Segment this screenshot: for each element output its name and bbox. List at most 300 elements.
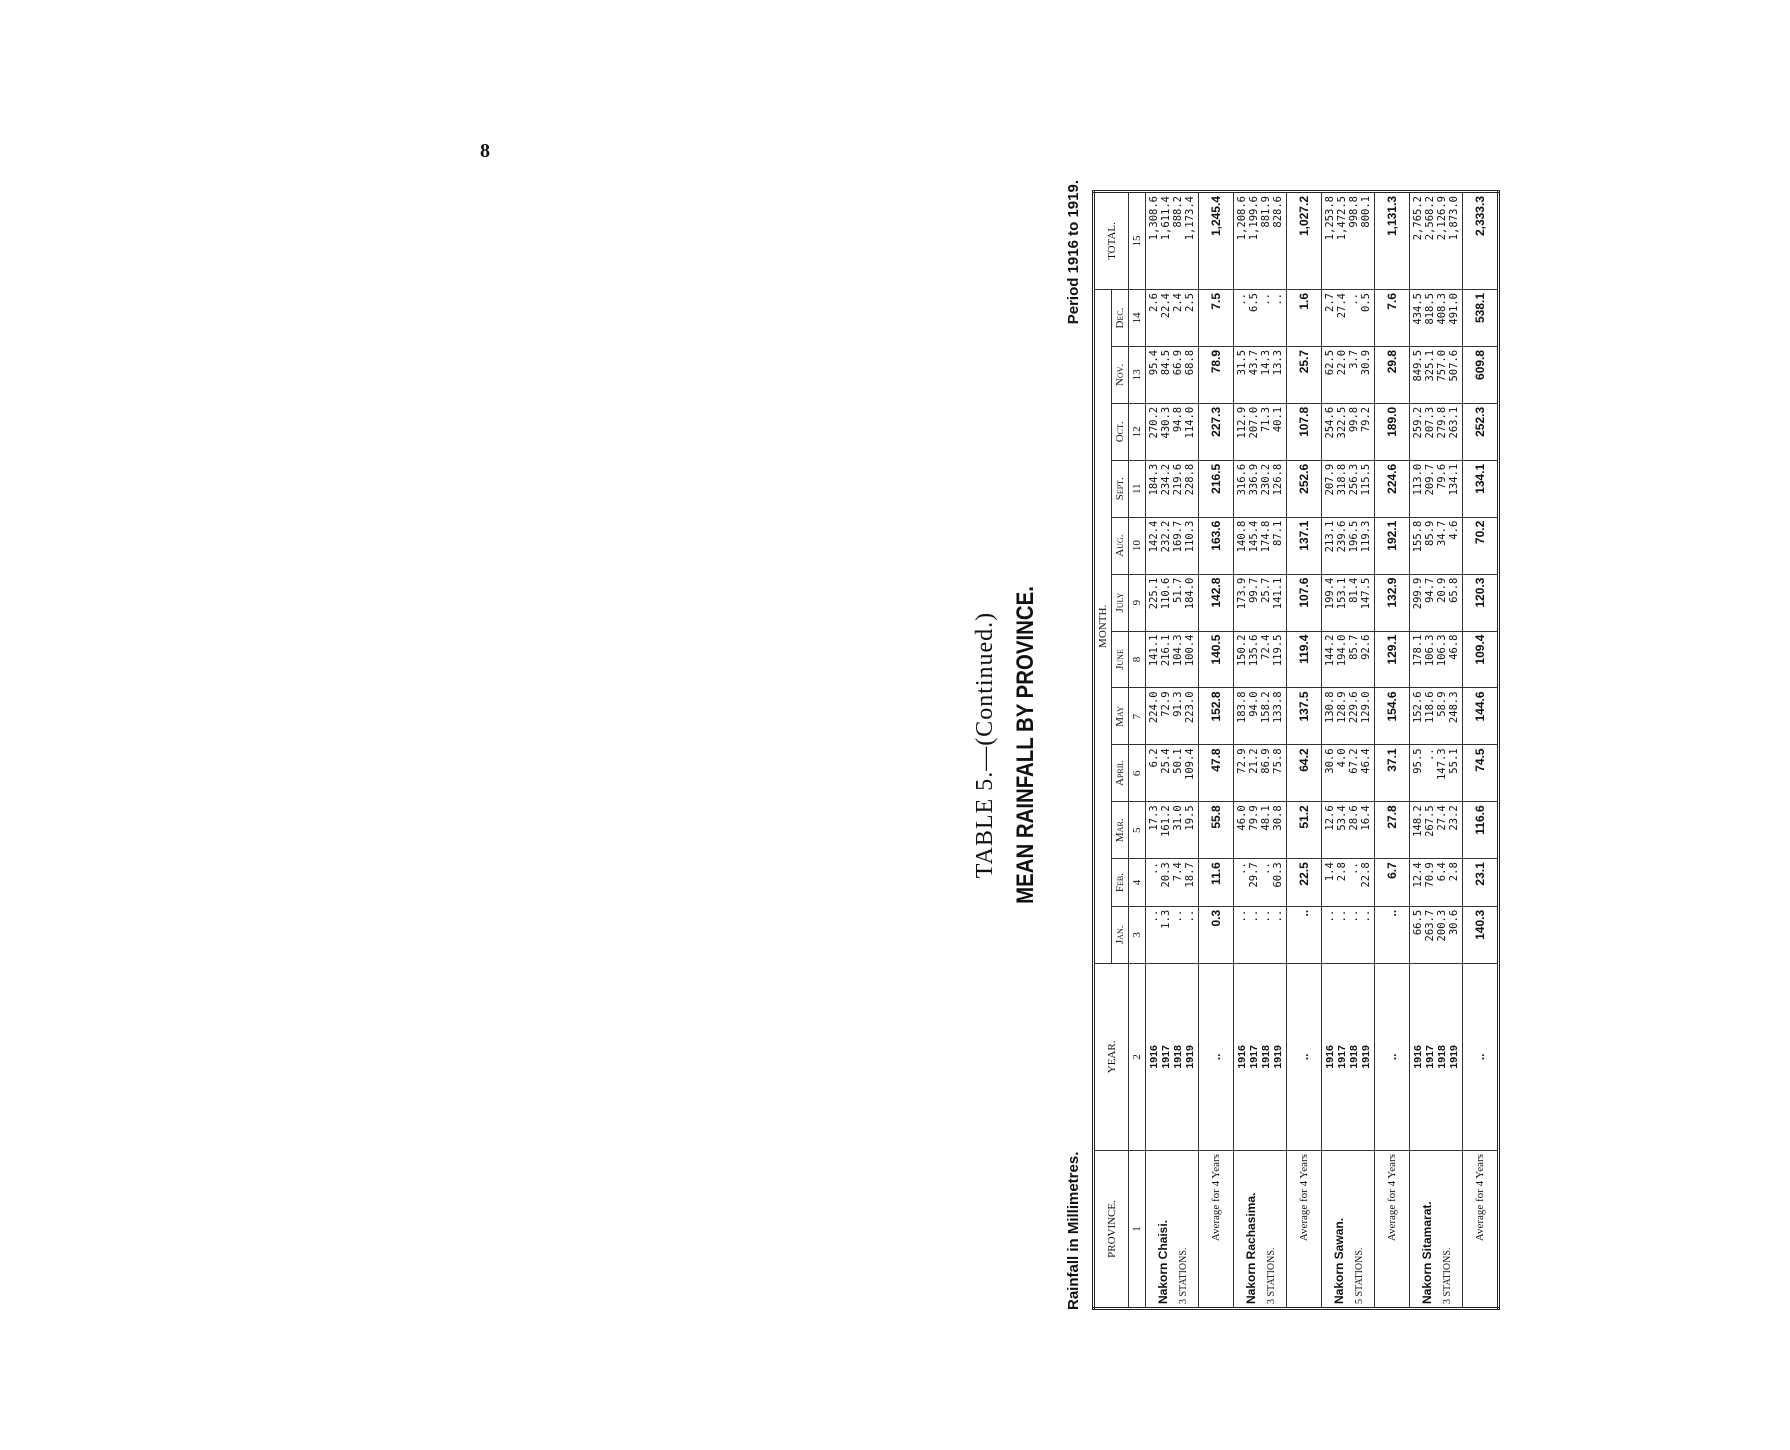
month-values — [1234, 688, 1287, 745]
average-value: 163.6 — [1199, 517, 1234, 574]
rainfall-value: .. — [1148, 909, 1160, 923]
rainfall-value: 263.1 — [1448, 406, 1460, 439]
month-values — [1146, 346, 1199, 403]
average-value: 25.7 — [1287, 346, 1322, 403]
rainfall-value: 99.7 — [1248, 577, 1260, 603]
rainfall-value: 248.3 — [1448, 691, 1460, 724]
rainfall-value: 196.5 — [1348, 520, 1360, 553]
rainfall-value: 150.2 — [1236, 634, 1248, 667]
station-count: 3 STATIONS. — [1177, 1247, 1189, 1304]
rainfall-value: 147.5 — [1360, 577, 1372, 610]
rainfall-value: 79.2 — [1360, 406, 1372, 433]
rainfall-value: .. — [1236, 909, 1248, 923]
month-dec-header: Dec. — [1112, 290, 1129, 347]
average-value: 23.1 — [1463, 859, 1499, 907]
rainfall-value: 91.3 — [1172, 691, 1184, 717]
month-aug-header: Aug. — [1112, 517, 1129, 574]
average-value: 224.6 — [1375, 460, 1410, 517]
rainfall-value: .. — [1336, 909, 1348, 923]
station-count: 3 STATIONS. — [1265, 1247, 1277, 1304]
rainfall-value: 322.5 — [1336, 406, 1348, 439]
average-value: 609.8 — [1463, 346, 1499, 403]
average-value: 538.1 — [1463, 290, 1499, 347]
average-value: 132.9 — [1375, 574, 1410, 631]
average-value: 2,333.3 — [1463, 192, 1499, 290]
month-values — [1234, 517, 1287, 574]
average-value: 134.1 — [1463, 460, 1499, 517]
average-value: 6.7 — [1375, 859, 1410, 907]
rainfall-value: 27.4 — [1436, 805, 1448, 831]
rainfall-value: 30.8 — [1272, 805, 1284, 831]
rainfall-value: 62.5 — [1324, 349, 1336, 376]
total-value: 828.6 — [1272, 196, 1284, 228]
rainfall-value: 12.6 — [1324, 805, 1336, 831]
rainfall-value: 232.2 — [1160, 520, 1172, 553]
month-values — [1322, 574, 1375, 631]
rainfall-value: 259.2 — [1412, 406, 1424, 439]
rainfall-value: 2.6 — [1148, 293, 1160, 312]
rainfall-value: 223.0 — [1184, 691, 1196, 724]
rainfall-value: 79.6 — [1436, 463, 1448, 490]
column-number: 13 — [1129, 346, 1146, 403]
rainfall-value: 94.0 — [1248, 691, 1260, 717]
rainfall-value: 4.0 — [1336, 748, 1348, 768]
column-number: 12 — [1129, 403, 1146, 460]
period-note: Period 1916 to 1919. — [1065, 180, 1082, 325]
average-value: 120.3 — [1463, 574, 1499, 631]
rainfall-value: 85.9 — [1424, 520, 1436, 546]
rainfall-value: 256.3 — [1348, 463, 1360, 496]
average-value: 116.6 — [1463, 802, 1499, 859]
rainfall-value: 30.9 — [1360, 349, 1372, 376]
rainfall-value: 95.5 — [1412, 748, 1424, 774]
rainfall-value: 199.4 — [1324, 577, 1336, 610]
province-cell — [1146, 1151, 1199, 1309]
month-may-header: May — [1112, 688, 1129, 745]
column-number: 10 — [1129, 517, 1146, 574]
table-subtitle: MEAN RAINFALL BY PROVINCE. — [1012, 586, 1039, 904]
rainfall-value: 31.5 — [1236, 349, 1248, 376]
average-value: 154.6 — [1375, 688, 1410, 745]
rainfall-value: 225.1 — [1148, 577, 1160, 610]
rainfall-value: 228.8 — [1184, 463, 1196, 496]
rainfall-value: 224.0 — [1148, 691, 1160, 724]
year-list — [1146, 963, 1199, 1150]
average-value: 7.6 — [1375, 290, 1410, 347]
rainfall-value: 140.8 — [1236, 520, 1248, 553]
rainfall-value: 94.7 — [1424, 577, 1436, 603]
province-name: Nakorn Rachasima. — [1243, 1192, 1258, 1304]
year-value: 1919 — [1360, 1045, 1372, 1069]
average-value: 11.6 — [1199, 859, 1234, 907]
rainfall-value: 1.3 — [1160, 909, 1172, 929]
average-dots: .. — [1199, 963, 1234, 1150]
average-value: 107.6 — [1287, 574, 1322, 631]
rainfall-value: 129.0 — [1360, 691, 1372, 724]
month-values — [1410, 745, 1463, 802]
rainfall-value: .. — [1184, 909, 1196, 923]
total-value: 1,253.8 — [1324, 196, 1336, 241]
rainfall-value: 28.6 — [1348, 805, 1360, 831]
rainfall-value: .. — [1348, 293, 1360, 306]
rainfall-value: 60.3 — [1272, 862, 1284, 888]
rainfall-value: 53.4 — [1336, 805, 1348, 831]
rainfall-value: 17.3 — [1148, 805, 1160, 831]
rainfall-value: 216.1 — [1160, 634, 1172, 667]
month-values — [1234, 802, 1287, 859]
month-values — [1146, 688, 1199, 745]
rainfall-value: 84.5 — [1160, 349, 1172, 376]
rainfall-value: 194.0 — [1336, 634, 1348, 667]
rainfall-value: 6.4 — [1436, 862, 1448, 882]
rainfall-value: .. — [1172, 909, 1184, 923]
column-number-row — [1129, 192, 1146, 1309]
rainfall-value: 46.4 — [1360, 748, 1372, 774]
rainfall-value: 109.4 — [1184, 748, 1196, 780]
rainfall-value: 408.3 — [1436, 293, 1448, 325]
year-value: 1918 — [1348, 1045, 1360, 1069]
rainfall-value: .. — [1360, 909, 1372, 923]
rainfall-value: 299.9 — [1412, 577, 1424, 610]
rainfall-value: 22.0 — [1336, 349, 1348, 376]
rainfall-value: 207.0 — [1248, 406, 1260, 439]
rainfall-value: 16.4 — [1360, 805, 1372, 831]
rainfall-value: 119.3 — [1360, 520, 1372, 553]
month-values — [1410, 802, 1463, 859]
rainfall-value: 43.7 — [1248, 349, 1260, 376]
month-values — [1234, 403, 1287, 460]
month-values — [1410, 460, 1463, 517]
rainfall-value: 133.8 — [1272, 691, 1284, 724]
rainfall-value: 115.5 — [1360, 463, 1372, 496]
average-value: 1,027.2 — [1287, 192, 1322, 290]
rotated-page — [950, 180, 1790, 1310]
rainfall-value: 318.8 — [1336, 463, 1348, 496]
column-number: 3 — [1129, 906, 1146, 963]
rainfall-value: 2.4 — [1172, 293, 1184, 312]
rainfall-value: 325.1 — [1424, 349, 1436, 382]
table-heading — [950, 180, 1090, 1310]
month-values — [1234, 906, 1287, 963]
rainfall-value: 46.8 — [1448, 634, 1460, 660]
month-values — [1410, 290, 1463, 347]
rainfall-value: 169.7 — [1172, 520, 1184, 553]
month-values — [1234, 745, 1287, 802]
average-value: 22.5 — [1287, 859, 1322, 907]
average-row — [1199, 192, 1234, 1309]
year-value: 1917 — [1248, 1045, 1260, 1069]
rainfall-value: 50.1 — [1172, 748, 1184, 774]
year-value: 1918 — [1436, 1045, 1448, 1069]
rainfall-value: .. — [1272, 293, 1284, 306]
average-value: 51.2 — [1287, 802, 1322, 859]
rainfall-value: 239.6 — [1336, 520, 1348, 553]
month-values — [1146, 745, 1199, 802]
rainfall-value: 2.7 — [1324, 293, 1336, 312]
month-values — [1410, 688, 1463, 745]
month-feb-header: Feb. — [1112, 859, 1129, 907]
total-values — [1322, 192, 1375, 290]
average-value: 140.5 — [1199, 631, 1234, 688]
month-values — [1410, 631, 1463, 688]
month-values — [1322, 403, 1375, 460]
rainfall-value: .. — [1260, 293, 1272, 306]
header-row-top — [1094, 192, 1112, 1309]
month-values — [1146, 859, 1199, 907]
average-value: 1,245.4 — [1199, 192, 1234, 290]
rainfall-value: 66.5 — [1412, 909, 1424, 936]
month-values — [1322, 631, 1375, 688]
month-header: MONTH. — [1094, 290, 1112, 964]
rainfall-value: 1.4 — [1324, 862, 1336, 882]
rainfall-value: 757.0 — [1436, 349, 1448, 382]
column-number: 14 — [1129, 290, 1146, 347]
rainfall-value: 29.7 — [1248, 862, 1260, 888]
rainfall-value: 118.6 — [1424, 691, 1436, 724]
rainfall-value: 18.7 — [1184, 862, 1196, 888]
rainfall-value: 254.6 — [1324, 406, 1336, 439]
average-value: 1.6 — [1287, 290, 1322, 347]
total-value: 800.1 — [1360, 196, 1372, 228]
province-data-row — [1322, 192, 1375, 1309]
rainfall-value: 92.6 — [1360, 634, 1372, 660]
month-values — [1146, 802, 1199, 859]
rainfall-value: 66.9 — [1172, 349, 1184, 376]
average-dots: .. — [1287, 963, 1322, 1150]
column-number: 15 — [1129, 192, 1146, 290]
average-value: 1,131.3 — [1375, 192, 1410, 290]
rainfall-value: 13.3 — [1272, 349, 1284, 376]
rainfall-value: 110.6 — [1160, 577, 1172, 610]
average-value: 64.2 — [1287, 745, 1322, 802]
total-value: 1,308.6 — [1148, 196, 1160, 241]
rainfall-value: 230.2 — [1260, 463, 1272, 496]
year-value: 1919 — [1184, 1045, 1196, 1069]
page-number: 8 — [480, 140, 490, 162]
average-value: 119.4 — [1287, 631, 1322, 688]
rainfall-value: 104.3 — [1172, 634, 1184, 667]
month-values — [1322, 859, 1375, 907]
average-value: 144.6 — [1463, 688, 1499, 745]
rainfall-value: 279.8 — [1436, 406, 1448, 439]
rainfall-value: 22.8 — [1360, 862, 1372, 888]
average-value: 0.3 — [1199, 906, 1234, 963]
rainfall-value: 112.9 — [1236, 406, 1248, 439]
rainfall-value: 113.0 — [1412, 463, 1424, 496]
rainfall-value: 184.3 — [1148, 463, 1160, 496]
month-values — [1234, 460, 1287, 517]
station-count: 3 STATIONS. — [1441, 1247, 1453, 1304]
month-values — [1410, 403, 1463, 460]
rainfall-value: 48.1 — [1260, 805, 1272, 831]
average-value: 227.3 — [1199, 403, 1234, 460]
column-number: 11 — [1129, 460, 1146, 517]
rainfall-value: 51.7 — [1172, 577, 1184, 603]
rainfall-value: 849.5 — [1412, 349, 1424, 382]
rainfall-value: 30.6 — [1324, 748, 1336, 774]
month-values — [1146, 460, 1199, 517]
month-values — [1234, 859, 1287, 907]
average-label: Average for 4 Years — [1463, 1151, 1499, 1309]
rainfall-value: 95.4 — [1148, 349, 1160, 376]
rainfall-value: 12.4 — [1412, 862, 1424, 888]
rainfall-value: 79.9 — [1248, 805, 1260, 831]
rainfall-value: 20.9 — [1436, 577, 1448, 603]
unit-note: Rainfall in Millimetres. — [1065, 1151, 1082, 1310]
month-oct-header: Oct. — [1112, 403, 1129, 460]
column-number: 5 — [1129, 802, 1146, 859]
rainfall-value: 71.3 — [1260, 406, 1272, 433]
rainfall-value: 818.5 — [1424, 293, 1436, 325]
month-values — [1322, 346, 1375, 403]
rainfall-value: 128.9 — [1336, 691, 1348, 724]
rainfall-value: 68.8 — [1184, 349, 1196, 376]
average-label: Average for 4 Years — [1375, 1151, 1410, 1309]
rainfall-value: 75.8 — [1272, 748, 1284, 774]
rainfall-value: 336.9 — [1248, 463, 1260, 496]
month-values — [1234, 574, 1287, 631]
average-value: 140.3 — [1463, 906, 1499, 963]
column-number: 1 — [1129, 1151, 1146, 1309]
total-value: 2,765.2 — [1412, 196, 1424, 241]
month-values — [1322, 802, 1375, 859]
year-value: 1916 — [1148, 1045, 1160, 1069]
average-value: 137.1 — [1287, 517, 1322, 574]
rainfall-value: 234.2 — [1160, 463, 1172, 496]
month-jul-header: July — [1112, 574, 1129, 631]
total-value: 1,472.5 — [1336, 196, 1348, 241]
province-cell — [1234, 1151, 1287, 1309]
year-list — [1410, 963, 1463, 1150]
table-title: TABLE 5.—(Continued.) — [972, 611, 998, 879]
month-jun-header: June — [1112, 631, 1129, 688]
province-name: Nakorn Sitamarat. — [1419, 1201, 1434, 1304]
average-row — [1463, 192, 1499, 1309]
average-value: 78.9 — [1199, 346, 1234, 403]
province-cell — [1322, 1151, 1375, 1309]
rainfall-value: 174.8 — [1260, 520, 1272, 553]
rainfall-value: 2.8 — [1448, 862, 1460, 882]
rainfall-value: 155.8 — [1412, 520, 1424, 553]
rainfall-value: 178.1 — [1412, 634, 1424, 667]
rainfall-value: 229.6 — [1348, 691, 1360, 724]
year-value: 1916 — [1324, 1045, 1336, 1069]
rainfall-value: 219.6 — [1172, 463, 1184, 496]
rainfall-value: 152.6 — [1412, 691, 1424, 724]
total-value: 2,568.2 — [1424, 196, 1436, 241]
rainfall-value: 148.2 — [1412, 805, 1424, 837]
month-sep-header: Sept. — [1112, 460, 1129, 517]
year-value: 1916 — [1236, 1045, 1248, 1069]
rainfall-value: .. — [1236, 293, 1248, 306]
rainfall-value: 491.0 — [1448, 293, 1460, 325]
month-values — [1322, 290, 1375, 347]
month-values — [1410, 906, 1463, 963]
rainfall-value: 70.9 — [1424, 862, 1436, 888]
rainfall-value: 72.9 — [1160, 691, 1172, 717]
rainfall-value: 110.3 — [1184, 520, 1196, 553]
rainfall-value: 126.8 — [1272, 463, 1284, 496]
rainfall-value: 106.3 — [1424, 634, 1436, 667]
rainfall-value: 30.6 — [1448, 909, 1460, 936]
rainfall-value: 86.9 — [1260, 748, 1272, 774]
month-mar-header: Mar. — [1112, 802, 1129, 859]
average-label: Average for 4 Years — [1199, 1151, 1234, 1309]
year-header: YEAR. — [1094, 963, 1129, 1150]
rainfall-value: 7.4 — [1172, 862, 1184, 882]
total-values — [1410, 192, 1463, 290]
month-apr-header: April — [1112, 745, 1129, 802]
average-value: 252.6 — [1287, 460, 1322, 517]
average-value: 189.0 — [1375, 403, 1410, 460]
rainfall-value: 207.9 — [1324, 463, 1336, 496]
average-value: 29.8 — [1375, 346, 1410, 403]
rainfall-value: 134.1 — [1448, 463, 1460, 496]
rainfall-value: 0.5 — [1360, 293, 1372, 312]
rainfall-value: 27.4 — [1336, 293, 1348, 319]
month-nov-header: Nov. — [1112, 346, 1129, 403]
month-values — [1410, 859, 1463, 907]
total-value: 1,611.4 — [1160, 196, 1172, 241]
rainfall-value: 6.2 — [1148, 748, 1160, 768]
rainfall-value: 23.2 — [1448, 805, 1460, 831]
column-number: 9 — [1129, 574, 1146, 631]
rainfall-value: 434.5 — [1412, 293, 1424, 325]
rainfall-value: .. — [1236, 862, 1248, 875]
rainfall-value: 6.5 — [1248, 293, 1260, 312]
rainfall-value: 21.2 — [1248, 748, 1260, 774]
rainfall-value: 161.2 — [1160, 805, 1172, 837]
rainfall-value: 106.3 — [1436, 634, 1448, 667]
year-list — [1234, 963, 1287, 1150]
rainfall-value: 19.5 — [1184, 805, 1196, 831]
rainfall-value: 153.1 — [1336, 577, 1348, 610]
rainfall-value: 72.9 — [1236, 748, 1248, 774]
rainfall-value: 85.7 — [1348, 634, 1360, 660]
rainfall-value: .. — [1260, 909, 1272, 923]
rainfall-value: 263.7 — [1424, 909, 1436, 942]
average-value: 37.1 — [1375, 745, 1410, 802]
rainfall-value: 207.3 — [1424, 406, 1436, 439]
average-row — [1375, 192, 1410, 1309]
rainfall-value: 144.2 — [1324, 634, 1336, 667]
average-value: .. — [1375, 906, 1410, 963]
month-values — [1322, 517, 1375, 574]
year-value: 1918 — [1260, 1045, 1272, 1069]
rainfall-value: 270.2 — [1148, 406, 1160, 439]
rainfall-value: .. — [1260, 862, 1272, 875]
rainfall-value: 40.1 — [1272, 406, 1284, 433]
average-value: 74.5 — [1463, 745, 1499, 802]
rainfall-value: .. — [1348, 862, 1360, 875]
rainfall-value: 3.7 — [1348, 349, 1360, 369]
total-values — [1234, 192, 1287, 290]
rainfall-value: 100.4 — [1184, 634, 1196, 667]
rainfall-value: 46.0 — [1236, 805, 1248, 831]
rainfall-value: 55.1 — [1448, 748, 1460, 774]
rainfall-value: 99.8 — [1348, 406, 1360, 433]
month-values — [1146, 574, 1199, 631]
rainfall-value: 147.3 — [1436, 748, 1448, 780]
column-number: 8 — [1129, 631, 1146, 688]
total-value: 881.9 — [1260, 196, 1272, 228]
average-value: 152.8 — [1199, 688, 1234, 745]
rainfall-value: 183.8 — [1236, 691, 1248, 724]
rainfall-value: 34.7 — [1436, 520, 1448, 546]
month-values — [1146, 403, 1199, 460]
average-dots: .. — [1463, 963, 1499, 1150]
rainfall-value: 67.2 — [1348, 748, 1360, 774]
